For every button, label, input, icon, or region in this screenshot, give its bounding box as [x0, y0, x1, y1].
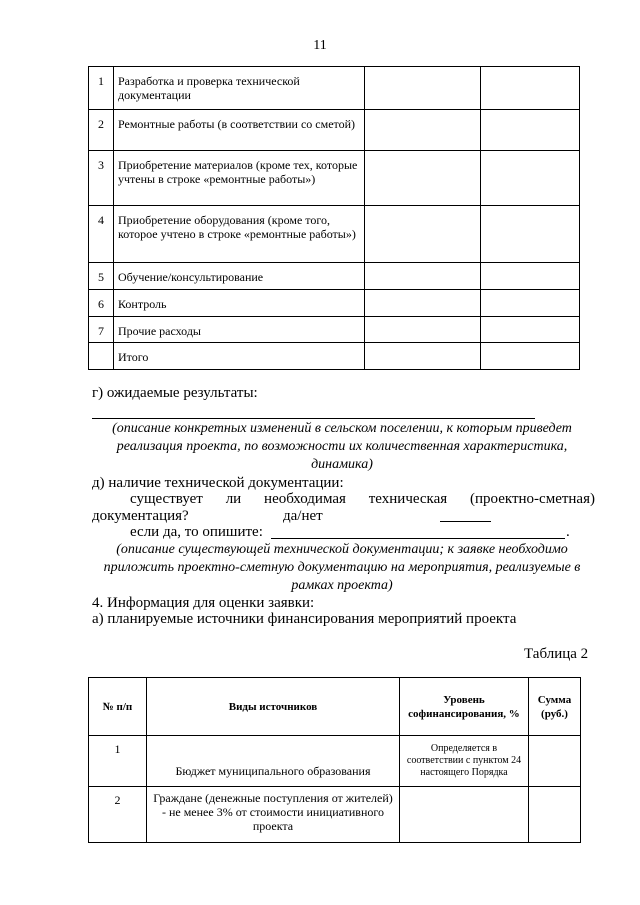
cost-cell — [481, 151, 580, 206]
cost-item-name: Обучение/консультирование — [114, 263, 365, 290]
row-number: 7 — [89, 317, 114, 343]
tech-docs-question-end: документация? — [92, 508, 189, 524]
table-row — [89, 151, 580, 206]
table-2-label: Таблица 2 — [524, 646, 589, 662]
question-word: существует — [130, 491, 203, 507]
row-number: 4 — [89, 206, 114, 263]
col-header-number: № п/п — [89, 678, 147, 736]
table-row — [89, 787, 581, 843]
tech-docs-question-line — [130, 491, 595, 508]
cost-cell — [481, 110, 580, 151]
cost-cell — [365, 151, 481, 206]
table-row — [89, 290, 580, 317]
table-row — [89, 206, 580, 263]
cost-cell — [481, 290, 580, 317]
describe-period: . — [566, 524, 570, 540]
row-number — [89, 343, 114, 370]
cost-item-name: Ремонтные работы (в соответствии со сметой) — [114, 110, 365, 151]
tech-docs-note: (описание существующей технической документации; к заявке необходимо приложить проектно-сметную документацию на мероприятия, реализуемые в рамках проекта) — [103, 542, 581, 593]
question-word: необходимая — [264, 491, 346, 507]
expected-results-heading: г) ожидаемые результаты: — [92, 385, 258, 401]
funding-source: Граждане (денежные поступления от жителей) - не менее 3% от стоимости инициативного проекта — [147, 787, 400, 843]
cost-cell — [365, 290, 481, 317]
section-4-heading: 4. Информация для оценки заявки: — [92, 595, 315, 611]
funding-source: Бюджет муниципального образования — [147, 736, 400, 787]
table-row — [89, 67, 580, 110]
cost-item-name: Приобретение материалов (кроме тех, которые учтены в строке «ремонтные работы») — [114, 151, 365, 206]
cost-cell — [481, 263, 580, 290]
row-number: 1 — [89, 67, 114, 110]
table-row — [89, 343, 580, 370]
table-row — [89, 263, 580, 290]
cost-cell — [365, 317, 481, 343]
cost-item-name: Приобретение оборудования (кроме того, которое учтено в строке «ремонтные работы») — [114, 206, 365, 263]
cost-item-name: Итого — [114, 343, 365, 370]
row-number: 2 — [89, 787, 147, 843]
describe-answer-blank — [271, 538, 565, 539]
row-number: 3 — [89, 151, 114, 206]
col-header-source: Виды источников — [147, 678, 400, 736]
cost-item-name: Разработка и проверка технической документации — [114, 67, 365, 110]
cost-cell — [481, 317, 580, 343]
cost-item-name: Прочие расходы — [114, 317, 365, 343]
cofinancing-level — [400, 787, 529, 843]
yes-no-answer-blank — [440, 521, 491, 522]
question-word: ли — [225, 491, 242, 507]
row-number: 2 — [89, 110, 114, 151]
cost-item-name: Контроль — [114, 290, 365, 317]
col-header-sum: Сумма (руб.) — [529, 678, 581, 736]
tech-docs-heading: д) наличие технической документации: — [92, 475, 344, 491]
question-word: (проектно-сметная) — [470, 491, 595, 507]
describe-prompt: если да, то опишите: — [130, 524, 263, 540]
funding-sources-table — [88, 677, 581, 843]
row-number: 6 — [89, 290, 114, 317]
page-number: 11 — [313, 38, 327, 53]
cost-items-table — [88, 66, 580, 370]
table-row — [89, 736, 581, 787]
cost-cell — [365, 343, 481, 370]
funding-sources-subheading: а) планируемые источники финансирования мероприятий проекта — [92, 611, 517, 627]
cost-cell — [365, 110, 481, 151]
cost-cell — [481, 67, 580, 110]
cost-cell — [365, 206, 481, 263]
cost-cell — [365, 67, 481, 110]
sum-cell — [529, 787, 581, 843]
question-word: техническая — [368, 491, 448, 507]
row-number: 5 — [89, 263, 114, 290]
expected-results-blank — [92, 418, 535, 419]
table-header-row — [89, 678, 581, 736]
yes-no-option: да/нет — [283, 508, 323, 524]
expected-results-note: (описание конкретных изменений в сельском поселении, к которым приведет реализация проекта, по возможности их количественная характеристика, динамика) — [112, 421, 572, 472]
row-number: 1 — [89, 736, 147, 787]
cost-cell — [481, 206, 580, 263]
table-row — [89, 317, 580, 343]
cost-cell — [365, 263, 481, 290]
sum-cell — [529, 736, 581, 787]
table-row — [89, 110, 580, 151]
col-header-level: Уровень софинансирования, % — [400, 678, 529, 736]
cost-cell — [481, 343, 580, 370]
cofinancing-level: Определяется в соответствии с пунктом 24 настоящего Порядка — [400, 736, 529, 787]
